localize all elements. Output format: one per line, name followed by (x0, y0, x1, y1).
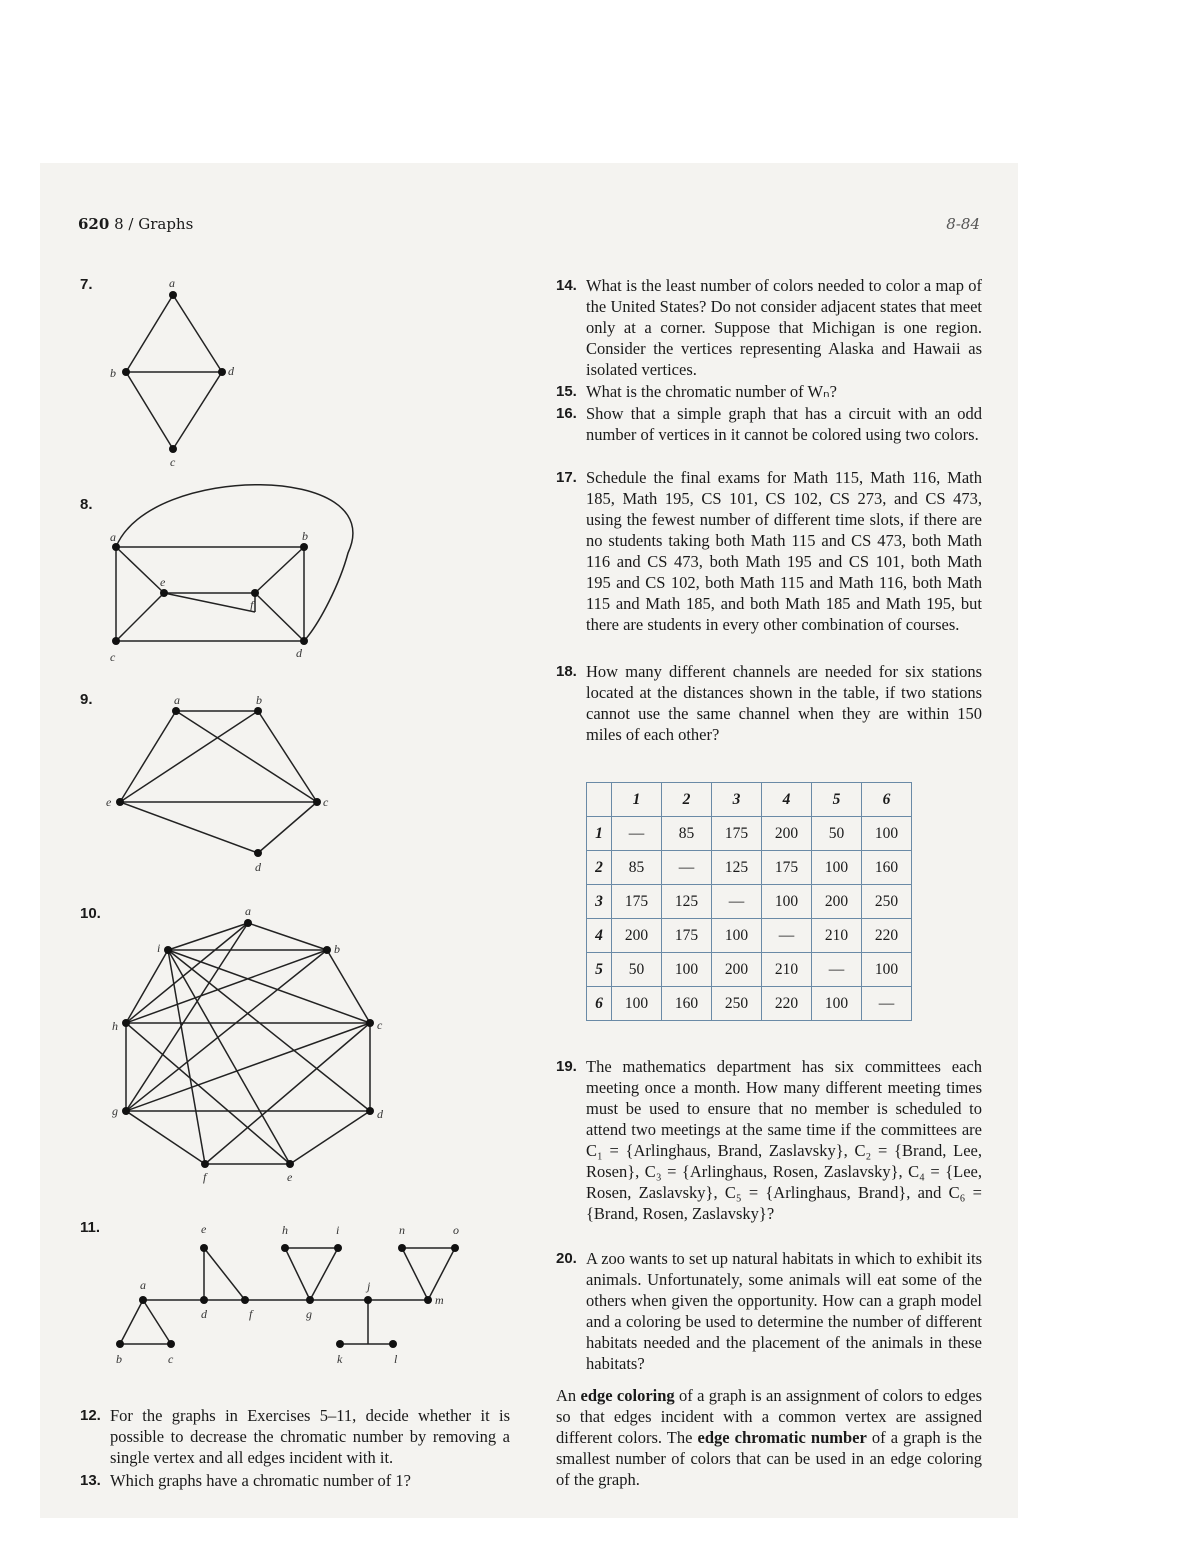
graph7-vertex-c (169, 445, 177, 453)
table-cell: 100 (862, 817, 912, 851)
graph11-vertex-e (200, 1244, 208, 1252)
graph11-vertex-i (334, 1244, 342, 1252)
graph11-vertex-k (336, 1340, 344, 1348)
graph11-label-g: g (306, 1307, 312, 1321)
exercise-12-number: 12. (80, 1407, 101, 1424)
table-cell: 200 (712, 953, 762, 987)
table-col-header: 4 (762, 783, 812, 817)
graph8-vertex-c (112, 637, 120, 645)
exercise-13-number: 13. (80, 1472, 101, 1489)
table-col-header: 5 (812, 783, 862, 817)
table-col-header: 1 (612, 783, 662, 817)
graph11-label-e: e (201, 1222, 207, 1236)
graph10-label-b: b (334, 942, 340, 956)
exercise-16-text: Show that a simple graph that has a circuit with an odd number of vertices in it cannot be colored using two colors. (586, 404, 982, 444)
table-cell: 175 (712, 817, 762, 851)
edge-chromatic-number-term: edge chromatic number (697, 1428, 867, 1447)
exercise-15-text: What is the chromatic number of Wₙ? (586, 382, 837, 401)
graph8-label-e: e (160, 575, 166, 589)
page-number: 620 (78, 215, 110, 233)
graph10-label-d: d (377, 1107, 383, 1121)
graph7-label-d: d (228, 364, 234, 378)
graph8-vertex-e (160, 589, 168, 597)
graph11-vertex-m (424, 1296, 432, 1304)
graph8-label-b: b (302, 529, 308, 543)
table-row-header: 3 (587, 885, 612, 919)
graph10-label-f: f (203, 1170, 207, 1184)
table-col-header: 3 (712, 783, 762, 817)
graph8-vertex-f (251, 589, 259, 597)
graph10-vertex-d (366, 1107, 374, 1115)
exercise-15 (556, 381, 982, 402)
exercise-13-text: Which graphs have a chromatic number of 1? (110, 1471, 412, 1490)
table-cell: 50 (812, 817, 862, 851)
exercise-16 (556, 403, 982, 445)
table-cell: 200 (812, 885, 862, 919)
table-cell: 175 (662, 919, 712, 953)
edge-coloring-term: edge coloring (580, 1386, 675, 1405)
table-cell: 175 (762, 851, 812, 885)
exercise-20 (556, 1248, 982, 1374)
graph11-vertex-h (281, 1244, 289, 1252)
graph9-vertex-e (116, 798, 124, 806)
graph10-vertex-c (366, 1019, 374, 1027)
table-header-row (587, 783, 912, 817)
table-cell: 100 (812, 987, 862, 1021)
exercise-10-number: 10. (80, 905, 101, 922)
graph7-label-c: c (170, 455, 176, 469)
graph11-vertex-b (116, 1340, 124, 1348)
graph-10 (112, 904, 384, 1184)
exercise-17-number: 17. (556, 469, 577, 486)
table-row-header: 1 (587, 817, 612, 851)
graph9-label-e: e (106, 795, 112, 809)
table-cell: 200 (612, 919, 662, 953)
exercise-16-number: 16. (556, 405, 577, 422)
table-row-header: 5 (587, 953, 612, 987)
graph9-vertex-d (254, 849, 262, 857)
graph11-vertex-d (200, 1296, 208, 1304)
exercise-14-number: 14. (556, 277, 577, 294)
exercise-12 (80, 1405, 510, 1468)
table-row-header: 4 (587, 919, 612, 953)
chapter-title: 8 / Graphs (114, 215, 194, 233)
edge-coloring-definition (556, 1385, 982, 1490)
graph10-label-e: e (287, 1170, 293, 1184)
graph11-label-n: n (399, 1223, 405, 1237)
graph11-label-i: i (336, 1223, 340, 1237)
table-row (587, 885, 912, 919)
table-cell: 85 (662, 817, 712, 851)
graph9-vertex-c (313, 798, 321, 806)
graph7-vertex-a (169, 291, 177, 299)
exercise-18-text: How many different channels are needed for six stations located at the distances shown in the table, if two stations cannot use the same channel when they are within 150 miles of each other? (586, 662, 982, 744)
table-cell: 250 (862, 885, 912, 919)
table-cell: 125 (662, 885, 712, 919)
exercise-9-number: 9. (80, 691, 93, 708)
table-cell: 175 (612, 885, 662, 919)
graph9-label-d: d (255, 860, 261, 874)
table-cell: 220 (862, 919, 912, 953)
exercise-12-text: For the graphs in Exercises 5–11, decide whether it is possible to decrease the chromatic number by removing a single vertex and all edges incident with it. (110, 1406, 510, 1467)
graph10-vertex-i (164, 946, 172, 954)
graph9-vertex-a (172, 707, 180, 715)
table-col-header: 6 (862, 783, 912, 817)
exercise-18 (556, 661, 982, 745)
table-row (587, 851, 912, 885)
section-page-label: 8-84 (946, 215, 980, 233)
graph11-vertex-n (398, 1244, 406, 1252)
graph10-vertex-g (122, 1107, 130, 1115)
graph10-label-c: c (377, 1018, 383, 1032)
graph8-label-c: c (110, 650, 116, 664)
graph11-label-m: m (435, 1293, 444, 1307)
station-distance-table (586, 782, 912, 1021)
graph-7 (110, 276, 235, 469)
exercise-13 (80, 1470, 510, 1491)
table-cell: 200 (762, 817, 812, 851)
table-row (587, 919, 912, 953)
table-cell: 250 (712, 987, 762, 1021)
table-row (587, 987, 912, 1021)
table-col-header: 2 (662, 783, 712, 817)
table-cell: 100 (662, 953, 712, 987)
table-row-header: 6 (587, 987, 612, 1021)
table-row (587, 817, 912, 851)
graph10-vertex-b (323, 946, 331, 954)
graph10-vertex-a (244, 919, 252, 927)
graph11-label-h: h (282, 1223, 288, 1237)
edge-def-text-1: An (556, 1386, 581, 1405)
exercise-7-number: 7. (80, 276, 93, 293)
table-cell: 160 (862, 851, 912, 885)
table-cell: — (762, 919, 812, 953)
graph10-label-g: g (112, 1104, 118, 1118)
graph10-label-a: a (245, 904, 251, 918)
table-row-header: 2 (587, 851, 612, 885)
graph10-vertex-f (201, 1160, 209, 1168)
graph11-label-c: c (168, 1352, 174, 1366)
table-row (587, 953, 912, 987)
table-cell: 100 (712, 919, 762, 953)
table-cell: 85 (612, 851, 662, 885)
table-cell: — (712, 885, 762, 919)
graph11-label-b: b (116, 1352, 122, 1366)
exercise-17 (556, 467, 982, 635)
graph11-label-f: f (249, 1307, 253, 1321)
exercise-19 (556, 1056, 982, 1224)
graph7-vertex-d (218, 368, 226, 376)
graph11-label-l: l (394, 1352, 398, 1366)
edge-def-text-3: of a graph is the smallest number of colors that can be used in an edge coloring of the graph. (556, 1428, 982, 1489)
graph7-label-a: a (169, 276, 175, 290)
graph11-label-d: d (201, 1307, 207, 1321)
graph-9 (106, 693, 329, 874)
table-cell: 125 (712, 851, 762, 885)
exercise-19-number: 19. (556, 1058, 577, 1075)
exercise-20-text: A zoo wants to set up natural habitats in which to exhibit its animals. Unfortunately, some animals will eat some of the others when given the opportunity. How can a graph model and a coloring be used to determine the number of different habitats needed and the placement of the animals in these habitats? (586, 1249, 982, 1373)
table-cell: 100 (812, 851, 862, 885)
graph8-vertex-d (300, 637, 308, 645)
table-cell: 100 (762, 885, 812, 919)
graph8-vertex-a (112, 543, 120, 551)
table-cell: 160 (662, 987, 712, 1021)
graph11-vertex-l (389, 1340, 397, 1348)
table-cell: 210 (762, 953, 812, 987)
graph-8 (110, 485, 353, 664)
graph9-label-b: b (256, 693, 262, 707)
table-cell: — (662, 851, 712, 885)
exercise-15-number: 15. (556, 383, 577, 400)
table-cell: 100 (612, 987, 662, 1021)
graph7-vertex-b (122, 368, 130, 376)
graph10-vertex-h (122, 1019, 130, 1027)
graph10-label-h: h (112, 1019, 118, 1033)
table-cell: 210 (812, 919, 862, 953)
graph7-label-b: b (110, 366, 116, 380)
graph9-label-c: c (323, 795, 329, 809)
table-cell: — (862, 987, 912, 1021)
graph11-label-a: a (140, 1278, 146, 1292)
graph11-vertex-o (451, 1244, 459, 1252)
table-cell: 100 (862, 953, 912, 987)
exercise-20-number: 20. (556, 1250, 577, 1267)
table-cell: — (612, 817, 662, 851)
graph8-label-d: d (296, 646, 302, 660)
graph11-vertex-a (139, 1296, 147, 1304)
graph-11 (116, 1222, 459, 1366)
exercise-14 (556, 275, 982, 380)
graph10-label-i: i (157, 941, 161, 955)
graph8-vertex-b (300, 543, 308, 551)
graph10-vertex-e (286, 1160, 294, 1168)
exercise-19-text: The mathematics department has six committees each meeting once a month. How many different meeting times must be used to ensure that no member is scheduled to attend two meetings at the same time if the committees are C₁ = {Arlinghaus, Brand, Zaslavsky}, C₂ = {Brand, Lee, Rosen}, C₃ = {Arlinghaus, Rosen, Zaslavsky}, C₄ = {Lee, Rosen, Zaslavsky}, C₅ = {Arlinghaus, Brand}, and C₆ = {Brand, Rosen, Zaslavsky}? (586, 1057, 982, 1223)
exercise-8-number: 8. (80, 496, 93, 513)
graph8-label-f: f (250, 598, 254, 612)
textbook-page (40, 163, 1018, 1518)
graph11-vertex-c (167, 1340, 175, 1348)
edge-def-text-2: of a graph is an assignment of colors to edges so that edges incident with a common vertex are assigned different colors. The (556, 1386, 982, 1447)
exercise-18-number: 18. (556, 663, 577, 680)
graph11-vertex-g (306, 1296, 314, 1304)
exercise-14-text: What is the least number of colors needed to color a map of the United States? Do not consider adjacent states that meet only at a corner. Suppose that Michigan is one region. Consider the vertices representing Alaska and Hawaii as isolated vertices. (586, 276, 982, 379)
graph11-vertex-f (241, 1296, 249, 1304)
table-cell: — (812, 953, 862, 987)
table-corner (587, 783, 612, 817)
graph9-vertex-b (254, 707, 262, 715)
graph-figures (40, 163, 540, 1403)
graph11-vertex-j (364, 1296, 372, 1304)
graph11-label-j: j (367, 1279, 371, 1293)
table-cell: 220 (762, 987, 812, 1021)
graph8-label-a: a (110, 530, 116, 544)
exercise-17-text: Schedule the final exams for Math 115, Math 116, Math 185, Math 195, CS 101, CS 102, CS 273, and CS 473, using the fewest number of different time slots, if there are no students taking both Math 115 and CS 473, both Math 116 and CS 473, both Math 195 and CS 101, both Math 195 and CS 102, both Math 115 and Math 116, both Math 115 and Math 185, and both Math 185 and Math 195, but there are students in every other combination of courses. (586, 468, 982, 634)
table-cell: 50 (612, 953, 662, 987)
exercise-11-number: 11. (80, 1219, 101, 1236)
graph11-label-o: o (453, 1223, 459, 1237)
graph9-label-a: a (174, 693, 180, 707)
graph11-label-k: k (337, 1352, 343, 1366)
